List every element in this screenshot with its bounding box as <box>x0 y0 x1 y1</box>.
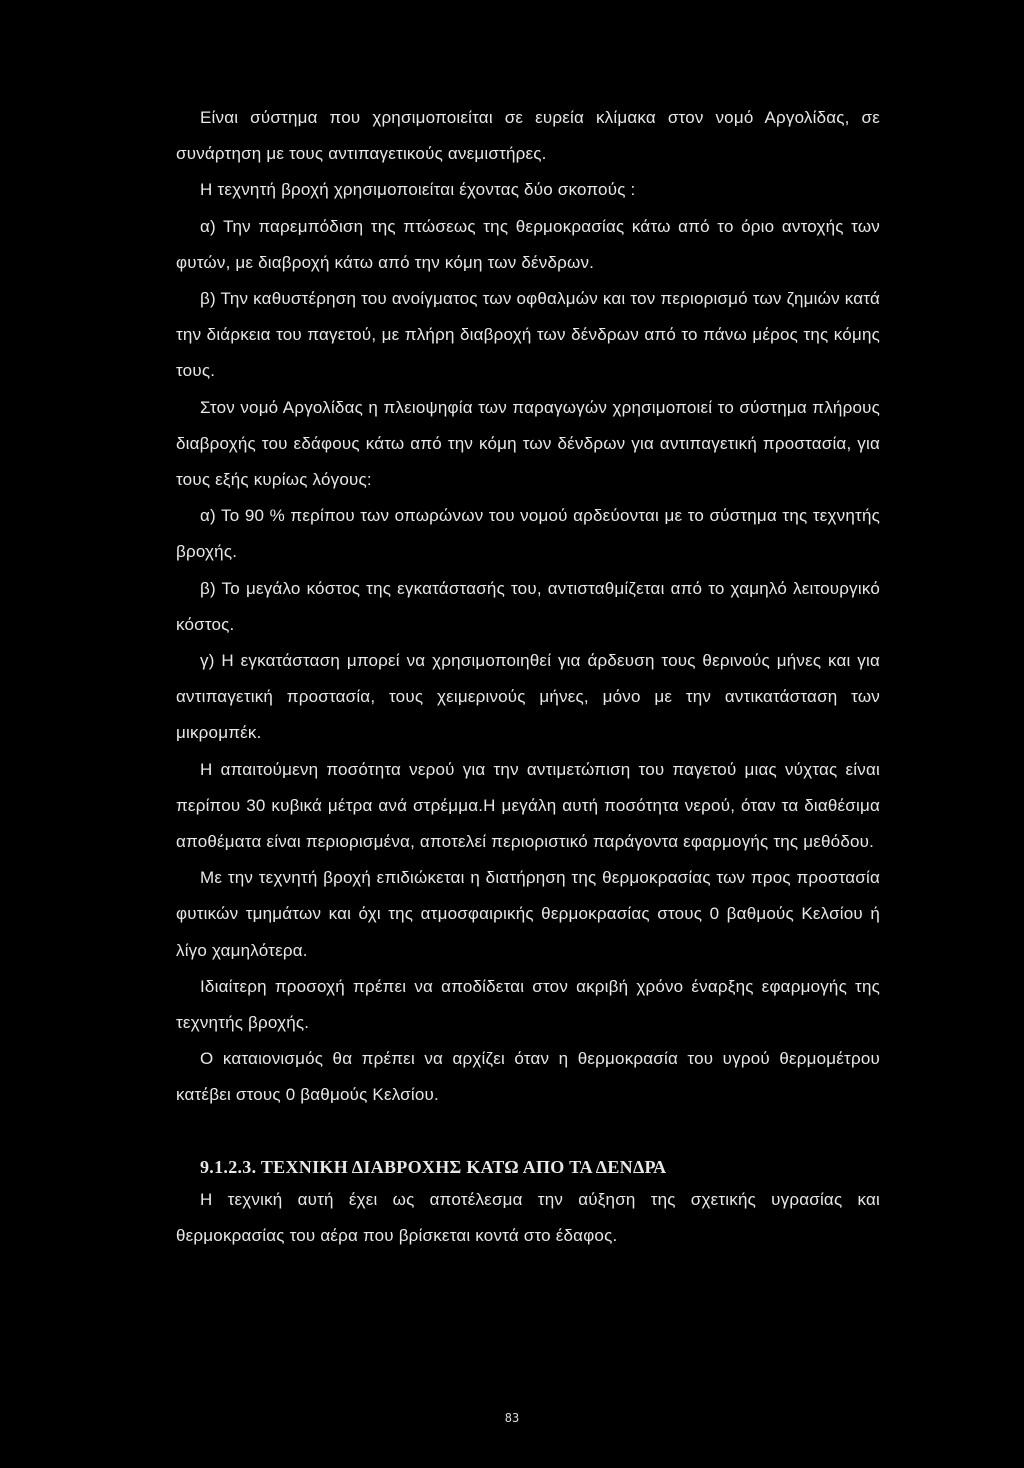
paragraph-7: β) Το μεγάλο κόστος της εγκατάστασής του, αντισταθμίζεται από το χαμηλό λειτουργικό κόστος. <box>176 578 880 634</box>
paragraph-2: Η τεχνητή βροχή χρησιμοποιείται έχοντας δύο σκοπούς : <box>200 180 636 200</box>
paragraph-11: Ιδιαίτερη προσοχή πρέπει να αποδίδεται στον ακριβή χρόνο έναρξης εφαρμογής της τεχνητής βροχής. <box>176 976 880 1033</box>
paragraph-5: Στον νομό Αργολίδας η πλειοψηφία των παραγωγών χρησιμοποιεί το σύστημα πλήρους διαβροχής του εδάφους κάτω από την κόμη των δένδρων για αντιπαγετική προστασία, για τους εξής κυρίως λόγους: <box>176 397 880 490</box>
paragraph-9: Η απαιτούμενη ποσότητα νερού για την αντιμετώπιση του παγετού μιας νύχτας είναι περίπου 30 κυβικά μέτρα ανά στρέμμα.Η μεγάλη αυτή ποσότητα νερού, όταν τα διαθέσιμα αποθέματα είναι περιορισμένα, αποτελεί περιοριστικό παράγοντα εφαρμογής της μεθόδου. <box>176 759 880 852</box>
paragraph-3: α) Την παρεμπόδιση της πτώσεως της θερμοκρασίας κάτω από το όριο αντοχής των φυτών, με διαβροχή κάτω από την κόμη των δένδρων. <box>176 216 880 272</box>
paragraph-6: α) Το 90 % περίπου των οπωρώνων του νομού αρδεύονται με το σύστημα της τεχνητής βροχής. <box>176 506 880 562</box>
paragraph-4: β) Την καθυστέρηση του ανοίγματος των οφθαλμών και τον περιορισμό των ζημιών κατά την διάρκεια του παγετού, με πλήρη διαβροχή των δένδρων από το πάνω μέρος της κόμης τους. <box>176 289 880 381</box>
paragraph-12: Ο καταιονισμός θα πρέπει να αρχίζει όταν η θερμοκρασία του υγρού θερμομέτρου κατέβει στους 0 βαθμούς Κελσίου. <box>176 1049 880 1105</box>
document-page <box>176 100 880 1254</box>
section-9-1-2-3 <box>176 1152 880 1254</box>
body-text <box>176 100 880 1114</box>
section-heading: 9.1.2.3. ΤΕΧΝΙΚΗ ΔΙΑΒΡΟΧΗΣ ΚΑΤΩ ΑΠΟ ΤΑ ΔΕΝΔΡΑ <box>200 1156 667 1177</box>
section-paragraph-1: Η τεχνική αυτή έχει ως αποτέλεσμα την αύξηση της σχετικής υγρασίας και θερμοκρασίας του αέρα που βρίσκεται κοντά στο έδαφος. <box>176 1189 880 1245</box>
page-number: 83 <box>504 1411 520 1425</box>
paragraph-1: Είναι σύστημα που χρησιμοποιείται σε ευρεία κλίμακα στον νομό Αργολίδας, σε συνάρτηση με τους αντιπαγετικούς ανεμιστήρες. <box>176 108 880 164</box>
paragraph-10: Με την τεχνητή βροχή επιδιώκεται η διατήρηση της θερμοκρασίας των προς προστασία φυτικών τμημάτων και όχι της ατμοσφαιρικής θερμοκρασίας στους 0 βαθμούς Κελσίου ή λίγο χαμηλότερα. <box>176 868 880 960</box>
paragraph-8: γ) Η εγκατάσταση μπορεί να χρησιμοποιηθεί για άρδευση τους θερινούς μήνες και για αντιπαγετική προστασία, τους χειμερινούς μήνες, μόνο με την αντικατάσταση των μικρομπέκ. <box>176 651 880 743</box>
